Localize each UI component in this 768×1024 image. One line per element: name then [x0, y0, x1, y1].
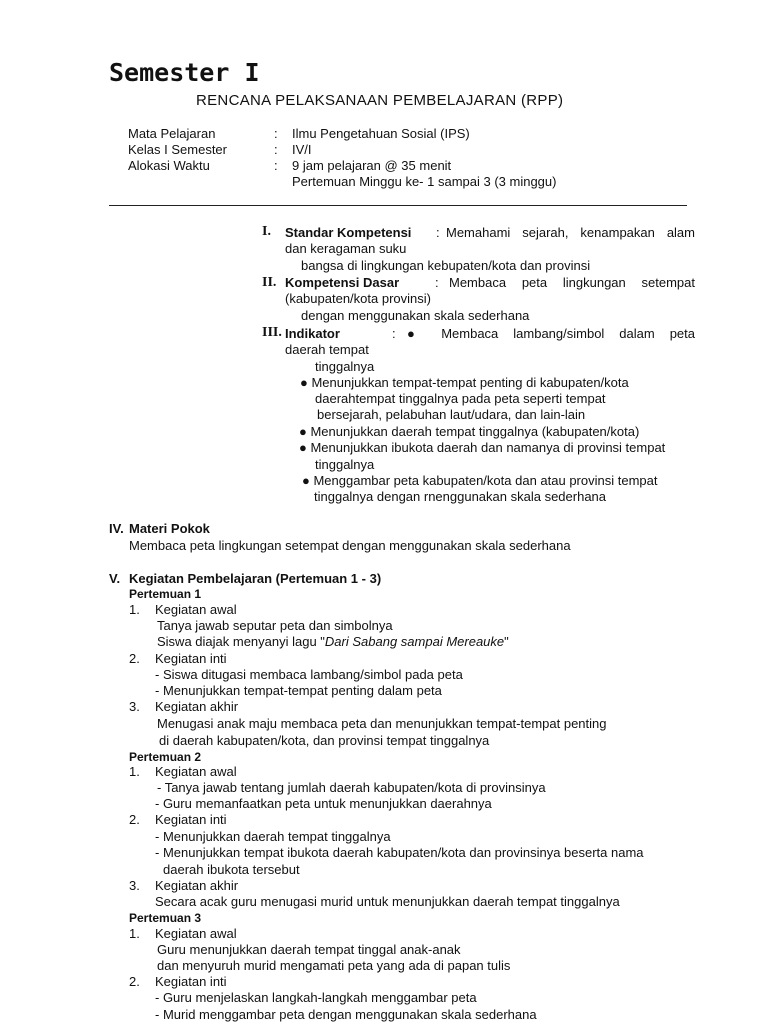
info-label-subject: Mata Pelajaran	[128, 126, 216, 141]
activity-number: 3.	[129, 878, 140, 893]
activity-number: 2.	[129, 812, 140, 827]
section-number: I.	[262, 224, 271, 239]
activity-line: Secara acak guru menugasi murid untuk menunjukkan daerah tempat tinggalnya	[155, 894, 620, 909]
meeting-title: Pertemuan 3	[129, 911, 202, 925]
meeting-title: Pertemuan 1	[129, 587, 202, 601]
activity-line: - Menunjukkan tempat ibukota daerah kabupaten/kota dan provinsinya beserta nama	[155, 845, 644, 860]
activity-label: Kegiatan awal	[155, 926, 237, 941]
info-label-class: Kelas I Semester	[128, 142, 227, 157]
section-text: tinggalnya	[315, 359, 375, 374]
divider-line	[109, 205, 687, 206]
info-colon: :	[274, 158, 278, 173]
indicator-bullet-cont: daerahtempat tinggalnya pada peta seperti tempat	[315, 391, 606, 406]
section-label-standar: Standar Kompetensi	[285, 225, 412, 240]
indicator-bullet: ● Menunjukkan tempat-tempat penting di kabupaten/kota	[300, 375, 629, 390]
section-separator: :	[435, 275, 439, 290]
activity-line: Menugasi anak maju membaca peta dan menunjukkan tempat-tempat penting	[157, 716, 607, 731]
text-span: Siswa diajak menyanyi lagu "	[157, 634, 325, 649]
section-text: Membaca peta lingkungan setempat dengan menggunakan skala sederhana	[129, 538, 571, 553]
section-number: II.	[262, 275, 277, 290]
meeting-title: Pertemuan 2	[129, 750, 202, 764]
activity-line: - Menunjukkan tempat-tempat penting dalam peta	[155, 683, 442, 698]
section-text: (kabupaten/kota provinsi)	[285, 291, 431, 306]
section-separator: :	[392, 326, 396, 341]
activity-line: - Siswa ditugasi membaca lambang/simbol pada peta	[155, 667, 463, 682]
indicator-bullet-cont: tinggalnya dengan rnenggunakan skala sederhana	[314, 489, 607, 504]
activity-label: Kegiatan inti	[155, 651, 227, 666]
activity-line: - Guru memanfaatkan peta untuk menunjukkan daerahnya	[155, 796, 492, 811]
text-span: "	[504, 634, 509, 649]
activity-label: Kegiatan akhir	[155, 699, 239, 714]
section-text: ● Membaca lambang/simbol dalam peta	[407, 326, 695, 341]
section-text: bangsa di lingkungan kebupaten/kota dan provinsi	[301, 258, 591, 273]
activity-label: Kegiatan awal	[155, 764, 237, 779]
activity-line: dan menyuruh murid mengamati peta yang ada di papan tulis	[157, 958, 511, 973]
activity-line: Guru menunjukkan daerah tempat tinggal anak-anak	[157, 942, 461, 957]
section-text: Membaca peta lingkungan setempat	[449, 275, 695, 290]
activity-line	[157, 634, 509, 650]
activity-line: - Guru menjelaskan langkah-langkah menggambar peta	[155, 990, 477, 1005]
activity-number: 2.	[129, 651, 140, 666]
document-title: RENCANA PELAKSANAAN PEMBELAJARAN (RPP)	[196, 92, 564, 109]
indicator-bullet-cont: bersejarah, pelabuhan laut/udara, dan lain-lain	[317, 407, 586, 422]
activity-label: Kegiatan akhir	[155, 878, 239, 893]
info-colon: :	[274, 142, 278, 157]
activity-line: daerah ibukota tersebut	[163, 862, 300, 877]
song-title: Dari Sabang sampai Mereauke	[324, 634, 505, 649]
activity-line: - Menunjukkan daerah tempat tinggalnya	[155, 829, 391, 844]
section-number: IV.	[109, 521, 124, 536]
activity-number: 2.	[129, 974, 140, 989]
activity-line: Tanya jawab seputar peta dan simbolnya	[157, 618, 393, 633]
indicator-bullet: ● Menunjukkan ibukota daerah dan namanya di provinsi tempat	[299, 440, 666, 455]
info-colon: :	[274, 126, 278, 141]
section-separator: :	[436, 225, 440, 240]
activity-label: Kegiatan inti	[155, 974, 227, 989]
info-label-time: Alokasi Waktu	[128, 158, 210, 173]
section-number: III.	[262, 325, 282, 340]
activity-number: 1.	[129, 764, 140, 779]
activity-line: - Tanya jawab tentang jumlah daerah kabupaten/kota di provinsinya	[157, 780, 546, 795]
section-number: V.	[109, 571, 121, 586]
info-value-time: 9 jam pelajaran @ 35 menit	[292, 158, 452, 173]
section-label-indikator: Indikator	[285, 326, 340, 341]
section-text: daerah tempat	[285, 342, 369, 357]
activity-number: 3.	[129, 699, 140, 714]
section-text: dan keragaman suku	[285, 241, 407, 256]
info-value-class: IV/I	[292, 142, 312, 157]
section-label-kompetensi: Kompetensi Dasar	[285, 275, 400, 290]
semester-heading: Semester I	[109, 58, 260, 87]
activity-label: Kegiatan inti	[155, 812, 227, 827]
activity-number: 1.	[129, 602, 140, 617]
indicator-bullet: ● Menggambar peta kabupaten/kota dan atau provinsi tempat	[302, 473, 658, 488]
info-value-meetings: Pertemuan Minggu ke- 1 sampai 3 (3 minggu)	[292, 174, 557, 189]
indicator-bullet-cont: tinggalnya	[315, 457, 375, 472]
section-text: Memahami sejarah, kenampakan alam	[446, 225, 695, 240]
activity-number: 1.	[129, 926, 140, 941]
info-value-subject: Ilmu Pengetahuan Sosial (IPS)	[292, 126, 470, 141]
indicator-bullet: ● Menunjukkan daerah tempat tinggalnya (kabupaten/kota)	[299, 424, 640, 439]
section-text: dengan menggunakan skala sederhana	[301, 308, 530, 323]
activity-label: Kegiatan awal	[155, 602, 237, 617]
activity-line: di daerah kabupaten/kota, dan provinsi tempat tinggalnya	[159, 733, 490, 748]
activity-line: - Murid menggambar peta dengan menggunakan skala sederhana	[155, 1007, 537, 1022]
section-label-materi: Materi Pokok	[129, 521, 210, 536]
section-label-kegiatan: Kegiatan Pembelajaran (Pertemuan 1 - 3)	[129, 571, 382, 586]
